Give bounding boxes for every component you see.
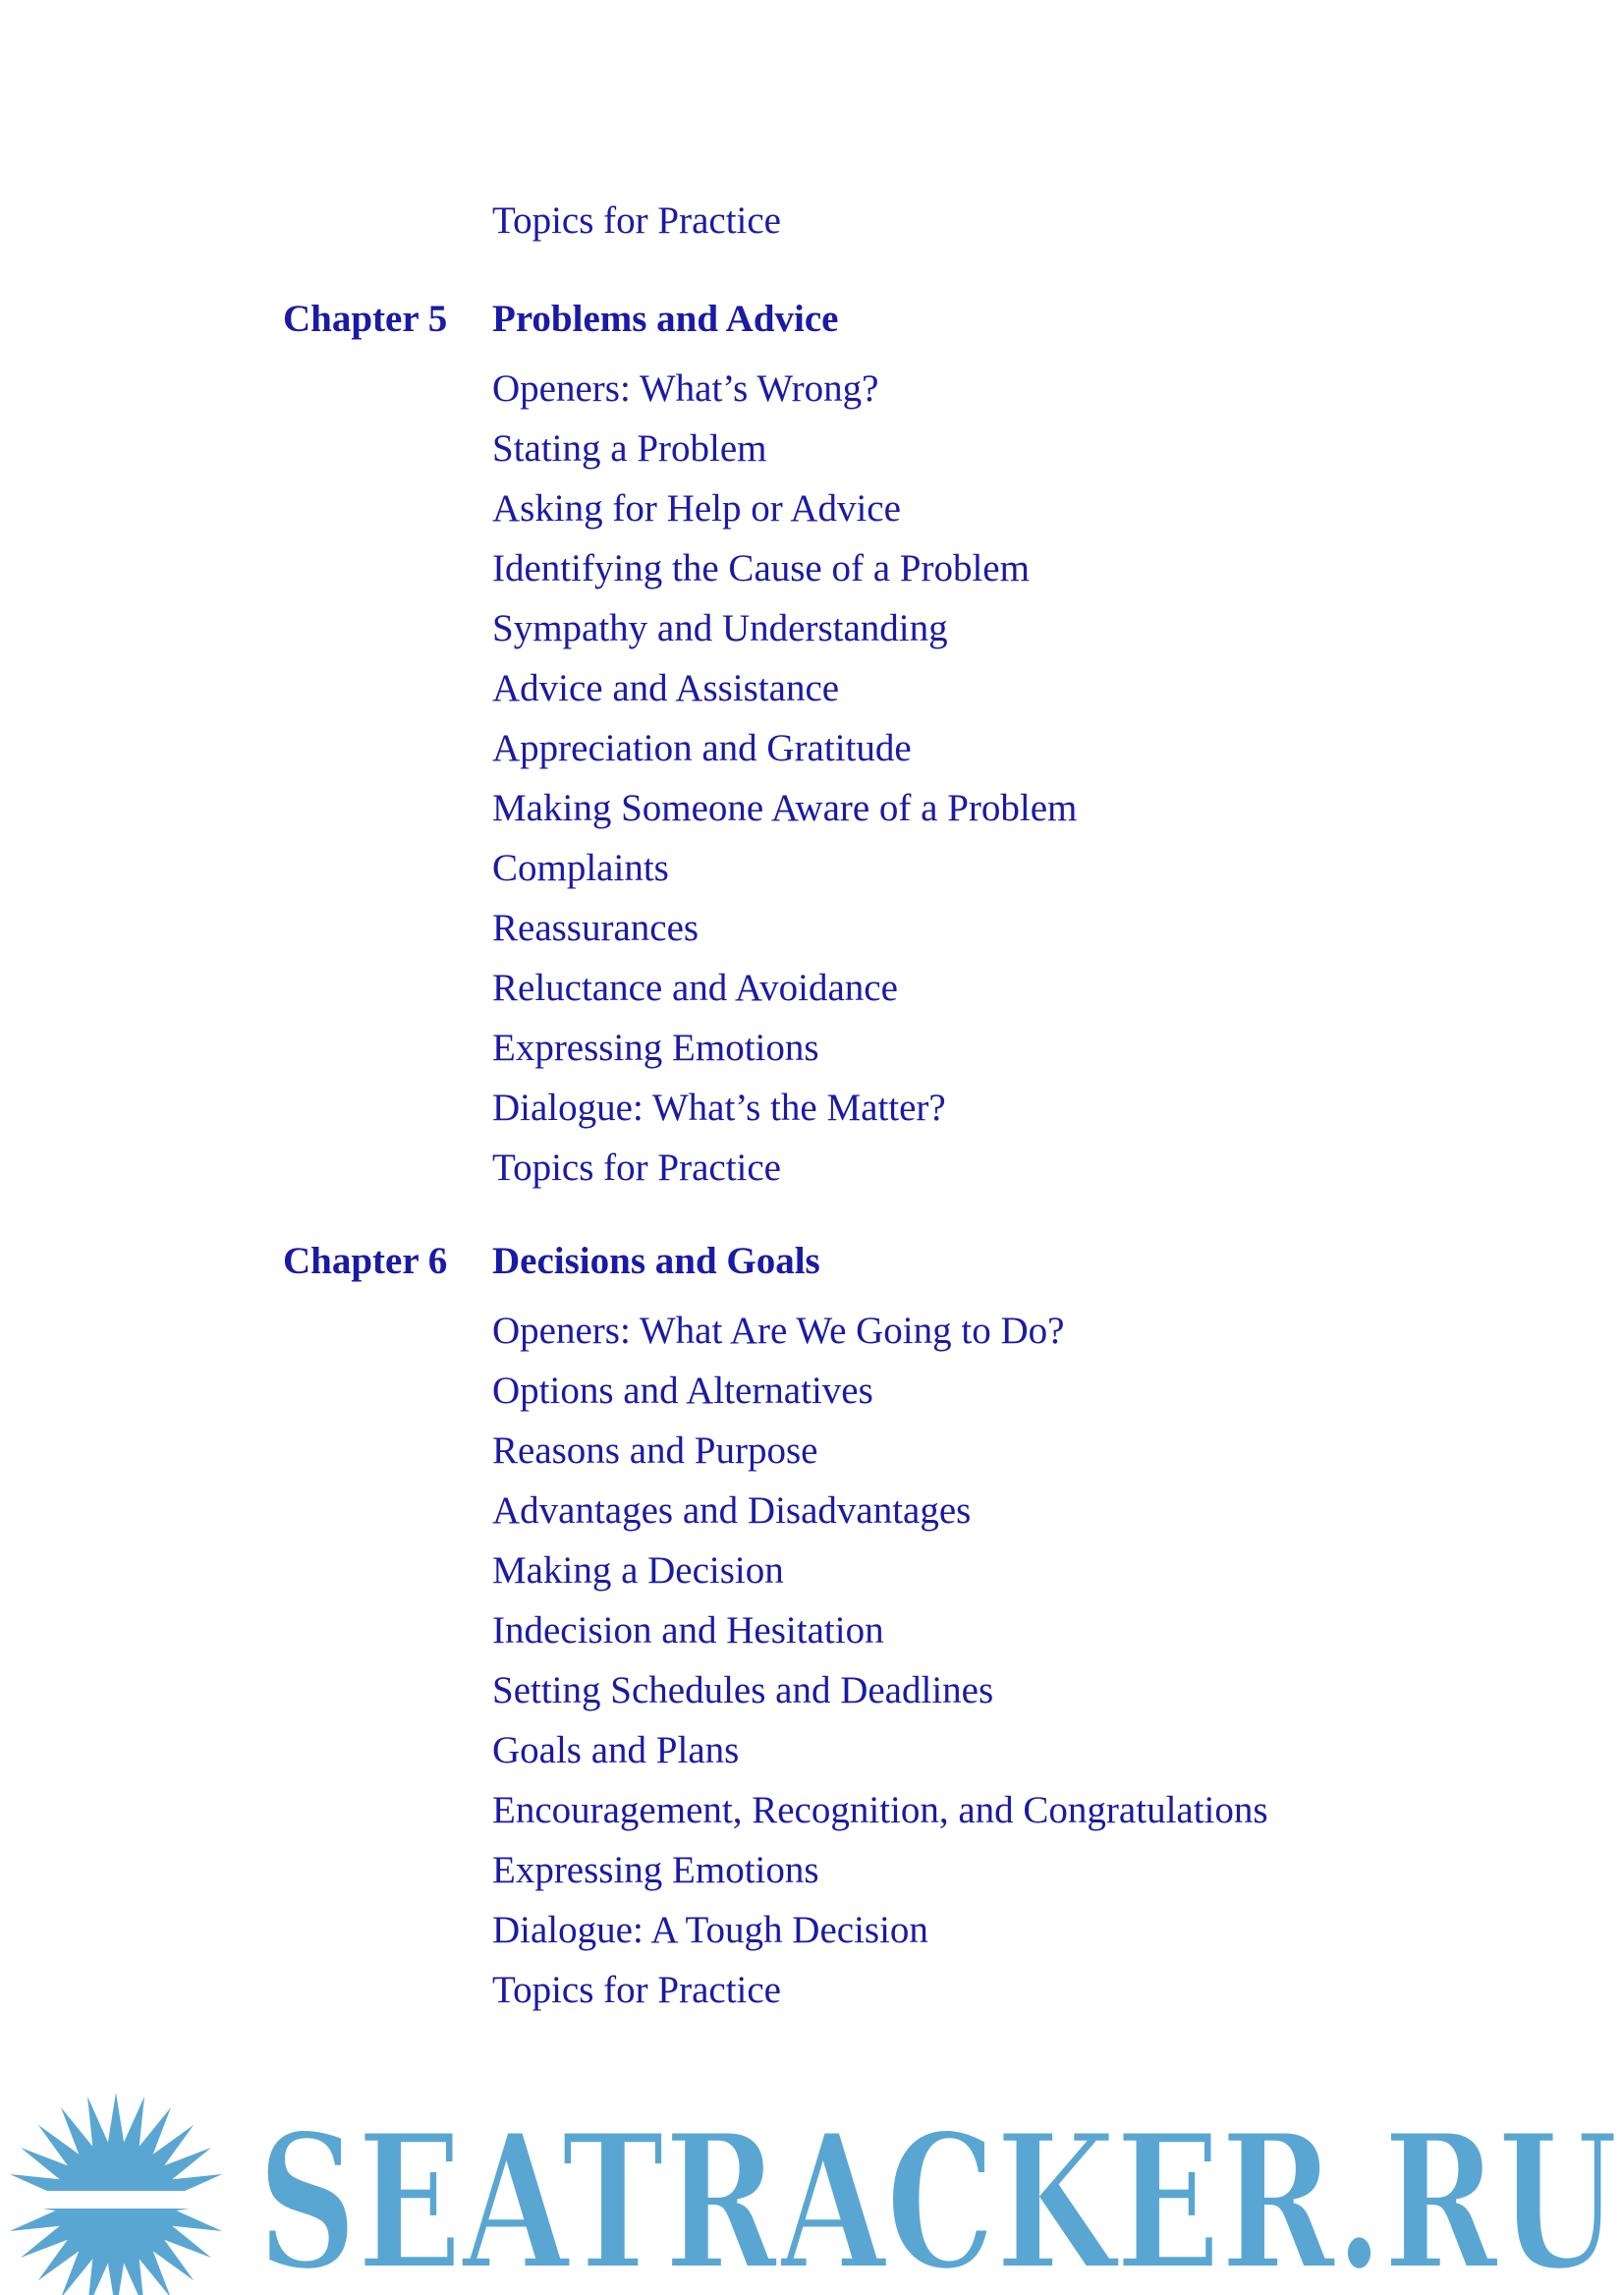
toc-item: Topics for Practice xyxy=(492,1147,781,1189)
toc-item: Reasons and Purpose xyxy=(492,1429,818,1472)
toc-item: Expressing Emotions xyxy=(492,1027,819,1069)
toc-item: Dialogue: A Tough Decision xyxy=(492,1909,928,1951)
toc-item: Advantages and Disadvantages xyxy=(492,1489,972,1532)
toc-item: Indecision and Hesitation xyxy=(492,1609,884,1651)
toc-item: Expressing Emotions xyxy=(492,1849,819,1891)
toc-item: Goals and Plans xyxy=(492,1729,740,1771)
toc-item: Asking for Help or Advice xyxy=(492,487,901,530)
toc-item: Reassurances xyxy=(492,907,700,949)
toc-item: Making Someone Aware of a Problem xyxy=(492,787,1078,829)
toc-item: Complaints xyxy=(492,847,669,889)
toc-item: Topics for Practice xyxy=(492,1969,781,2011)
chapter-heading xyxy=(0,295,1624,344)
toc-item: Setting Schedules and Deadlines xyxy=(492,1669,994,1711)
toc-item: Openers: What Are We Going to Do? xyxy=(492,1310,1065,1352)
toc-item-topics-for-practice: Topics for Practice xyxy=(492,199,781,242)
chapter-title: Problems and Advice xyxy=(492,298,839,340)
chapter-title: Decisions and Goals xyxy=(492,1240,820,1282)
chapter-heading xyxy=(0,1237,1624,1286)
watermark xyxy=(0,2063,1624,2295)
toc-item: Advice and Assistance xyxy=(492,667,840,709)
toc-item: Stating a Problem xyxy=(492,427,767,470)
chapter-number: Chapter 5 xyxy=(283,298,448,340)
chapter-item-list xyxy=(492,359,1624,1198)
chapter-item-list xyxy=(492,1301,1624,2020)
watermark-text: SEATRACKER.RU xyxy=(257,2093,1618,2295)
toc-item: Reluctance and Avoidance xyxy=(492,967,898,1009)
toc-item: Encouragement, Recognition, and Congratulations xyxy=(492,1789,1268,1831)
toc-item: Options and Alternatives xyxy=(492,1370,873,1412)
chapter-6-section xyxy=(0,1237,1624,2020)
toc-item: Identifying the Cause of a Problem xyxy=(492,547,1030,589)
chapter-number: Chapter 6 xyxy=(283,1240,448,1282)
toc-item: Dialogue: What’s the Matter? xyxy=(492,1087,946,1129)
chapter-5-section xyxy=(0,295,1624,1198)
toc-item: Appreciation and Gratitude xyxy=(492,727,912,769)
toc-item: Sympathy and Understanding xyxy=(492,607,948,649)
toc-item: Openers: What’s Wrong? xyxy=(492,367,879,410)
sun-icon xyxy=(6,2093,226,2295)
toc-item: Making a Decision xyxy=(492,1549,784,1592)
